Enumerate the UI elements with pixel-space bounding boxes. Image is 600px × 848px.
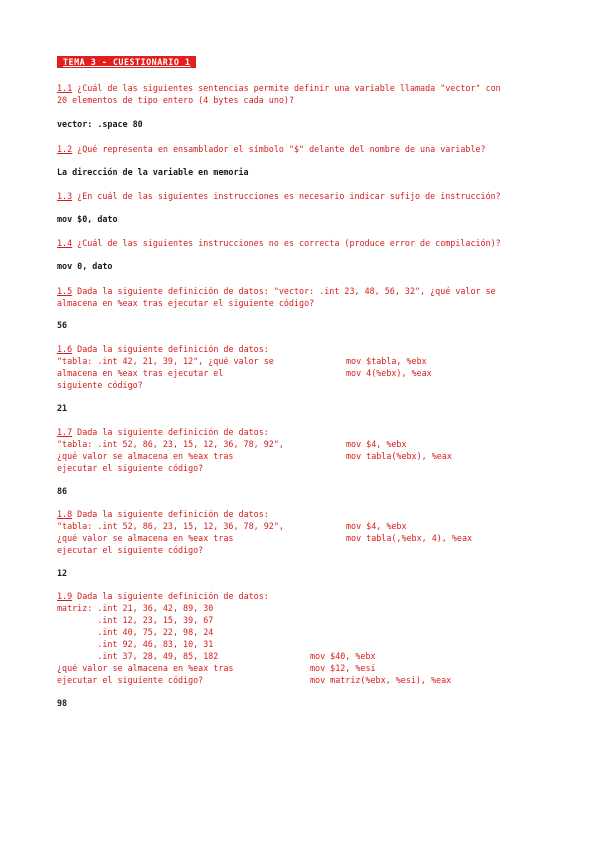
code-line: mov $tabla, %ebx xyxy=(346,356,427,366)
question-text-line: Dada la siguiente definición de datos: xyxy=(72,591,269,601)
question-text-line: .int 12, 23, 15, 39, 67 xyxy=(57,615,214,625)
code-line: mov matriz(%ebx, %esi), %eax xyxy=(310,675,452,685)
question-text-line: almacena en %eax tras ejecutar el xyxy=(57,368,224,378)
question-text-line: matriz: .int 21, 36, 42, 89, 30 xyxy=(57,603,214,613)
question-text-line: ¿qué valor se almacena en %eax tras xyxy=(57,533,234,543)
question-text-line: .int 40, 75, 22, 98, 24 xyxy=(57,627,214,637)
question-text-line: siguiente código? xyxy=(57,380,143,390)
question-text-line: almacena en %eax tras ejecutar el siguiente código? xyxy=(57,298,315,308)
question-text-line: ¿Cuál de las siguientes sentencias permite definir una variable llamada "vector" con xyxy=(72,83,501,93)
question-1-4 xyxy=(57,237,501,249)
question-text-line: ejecutar el siguiente código? xyxy=(57,463,204,473)
question-number: 1.2 xyxy=(57,144,73,154)
code-line: mov $4, %ebx xyxy=(346,439,407,449)
answer-1-8: 12 xyxy=(57,568,68,578)
question-text-line: ¿En cuál de las siguientes instrucciones es necesario indicar sufijo de instrucción? xyxy=(72,191,501,201)
code-line: mov tabla(%ebx), %eax xyxy=(346,451,452,461)
question-number: 1.6 xyxy=(57,344,73,354)
page-title: TEMA 3 - CUESTIONARIO 1 xyxy=(57,56,196,68)
answer-1-6: 21 xyxy=(57,403,68,413)
question-1-2 xyxy=(57,143,486,155)
question-1-8 xyxy=(57,508,284,556)
question-number: 1.4 xyxy=(57,238,73,248)
question-1-3 xyxy=(57,190,501,202)
question-text-line: 20 elementos de tipo entero (4 bytes cada uno)? xyxy=(57,95,294,105)
question-text-line: ¿qué valor se almacena en %eax tras xyxy=(57,451,234,461)
question-text-line: "tabla: .int 52, 86, 23, 15, 12, 36, 78, 92", xyxy=(57,439,284,449)
code-line: mov 4(%ebx), %eax xyxy=(346,368,432,378)
answer-1-9: 98 xyxy=(57,698,68,708)
question-number: 1.9 xyxy=(57,591,73,601)
answer-1-4: mov 0, dato xyxy=(57,261,113,271)
code-line: mov $40, %ebx xyxy=(310,651,376,661)
code-block-1-8 xyxy=(346,520,472,544)
question-text-line: ¿Cuál de las siguientes instrucciones no es correcta (produce error de compilación)? xyxy=(72,238,501,248)
question-1-6 xyxy=(57,343,274,391)
question-1-1 xyxy=(57,82,501,106)
question-text-line: ¿qué valor se almacena en %eax tras xyxy=(57,663,234,673)
question-number: 1.7 xyxy=(57,427,73,437)
question-1-9 xyxy=(57,590,269,686)
code-line: mov $4, %ebx xyxy=(346,521,407,531)
code-block-1-6 xyxy=(346,355,432,379)
code-block-1-9 xyxy=(310,650,451,686)
answer-1-7: 86 xyxy=(57,486,68,496)
question-1-5 xyxy=(57,285,496,309)
question-text-line: Dada la siguiente definición de datos: xyxy=(72,344,269,354)
answer-1-1: vector: .space 80 xyxy=(57,119,143,129)
question-number: 1.1 xyxy=(57,83,73,93)
question-1-7 xyxy=(57,426,284,474)
question-text-line: Dada la siguiente definición de datos: xyxy=(72,509,269,519)
question-text-line: ¿Qué representa en ensamblador el símbolo "$" delante del nombre de una variable? xyxy=(72,144,486,154)
answer-1-3: mov $0, dato xyxy=(57,214,118,224)
question-text-line: .int 37, 28, 49, 85, 182 xyxy=(57,651,219,661)
question-number: 1.3 xyxy=(57,191,73,201)
code-line: mov $12, %esi xyxy=(310,663,376,673)
question-number: 1.5 xyxy=(57,286,73,296)
answer-1-5: 56 xyxy=(57,320,68,330)
question-text-line: ejecutar el siguiente código? xyxy=(57,545,204,555)
code-line: mov tabla(,%ebx, 4), %eax xyxy=(346,533,473,543)
question-text-line: Dada la siguiente definición de datos: xyxy=(72,427,269,437)
question-text-line: "tabla: .int 52, 86, 23, 15, 12, 36, 78, 92", xyxy=(57,521,284,531)
answer-1-2: La dirección de la variable en memoria xyxy=(57,167,249,177)
question-text-line: .int 92, 46, 83, 10, 31 xyxy=(57,639,214,649)
question-number: 1.8 xyxy=(57,509,73,519)
question-text-line: Dada la siguiente definición de datos: "vector: .int 23, 48, 56, 32", ¿qué valor se xyxy=(72,286,496,296)
code-block-1-7 xyxy=(346,438,452,462)
question-text-line: "tabla: .int 42, 21, 39, 12", ¿qué valor se xyxy=(57,356,274,366)
question-text-line: ejecutar el siguiente código? xyxy=(57,675,204,685)
